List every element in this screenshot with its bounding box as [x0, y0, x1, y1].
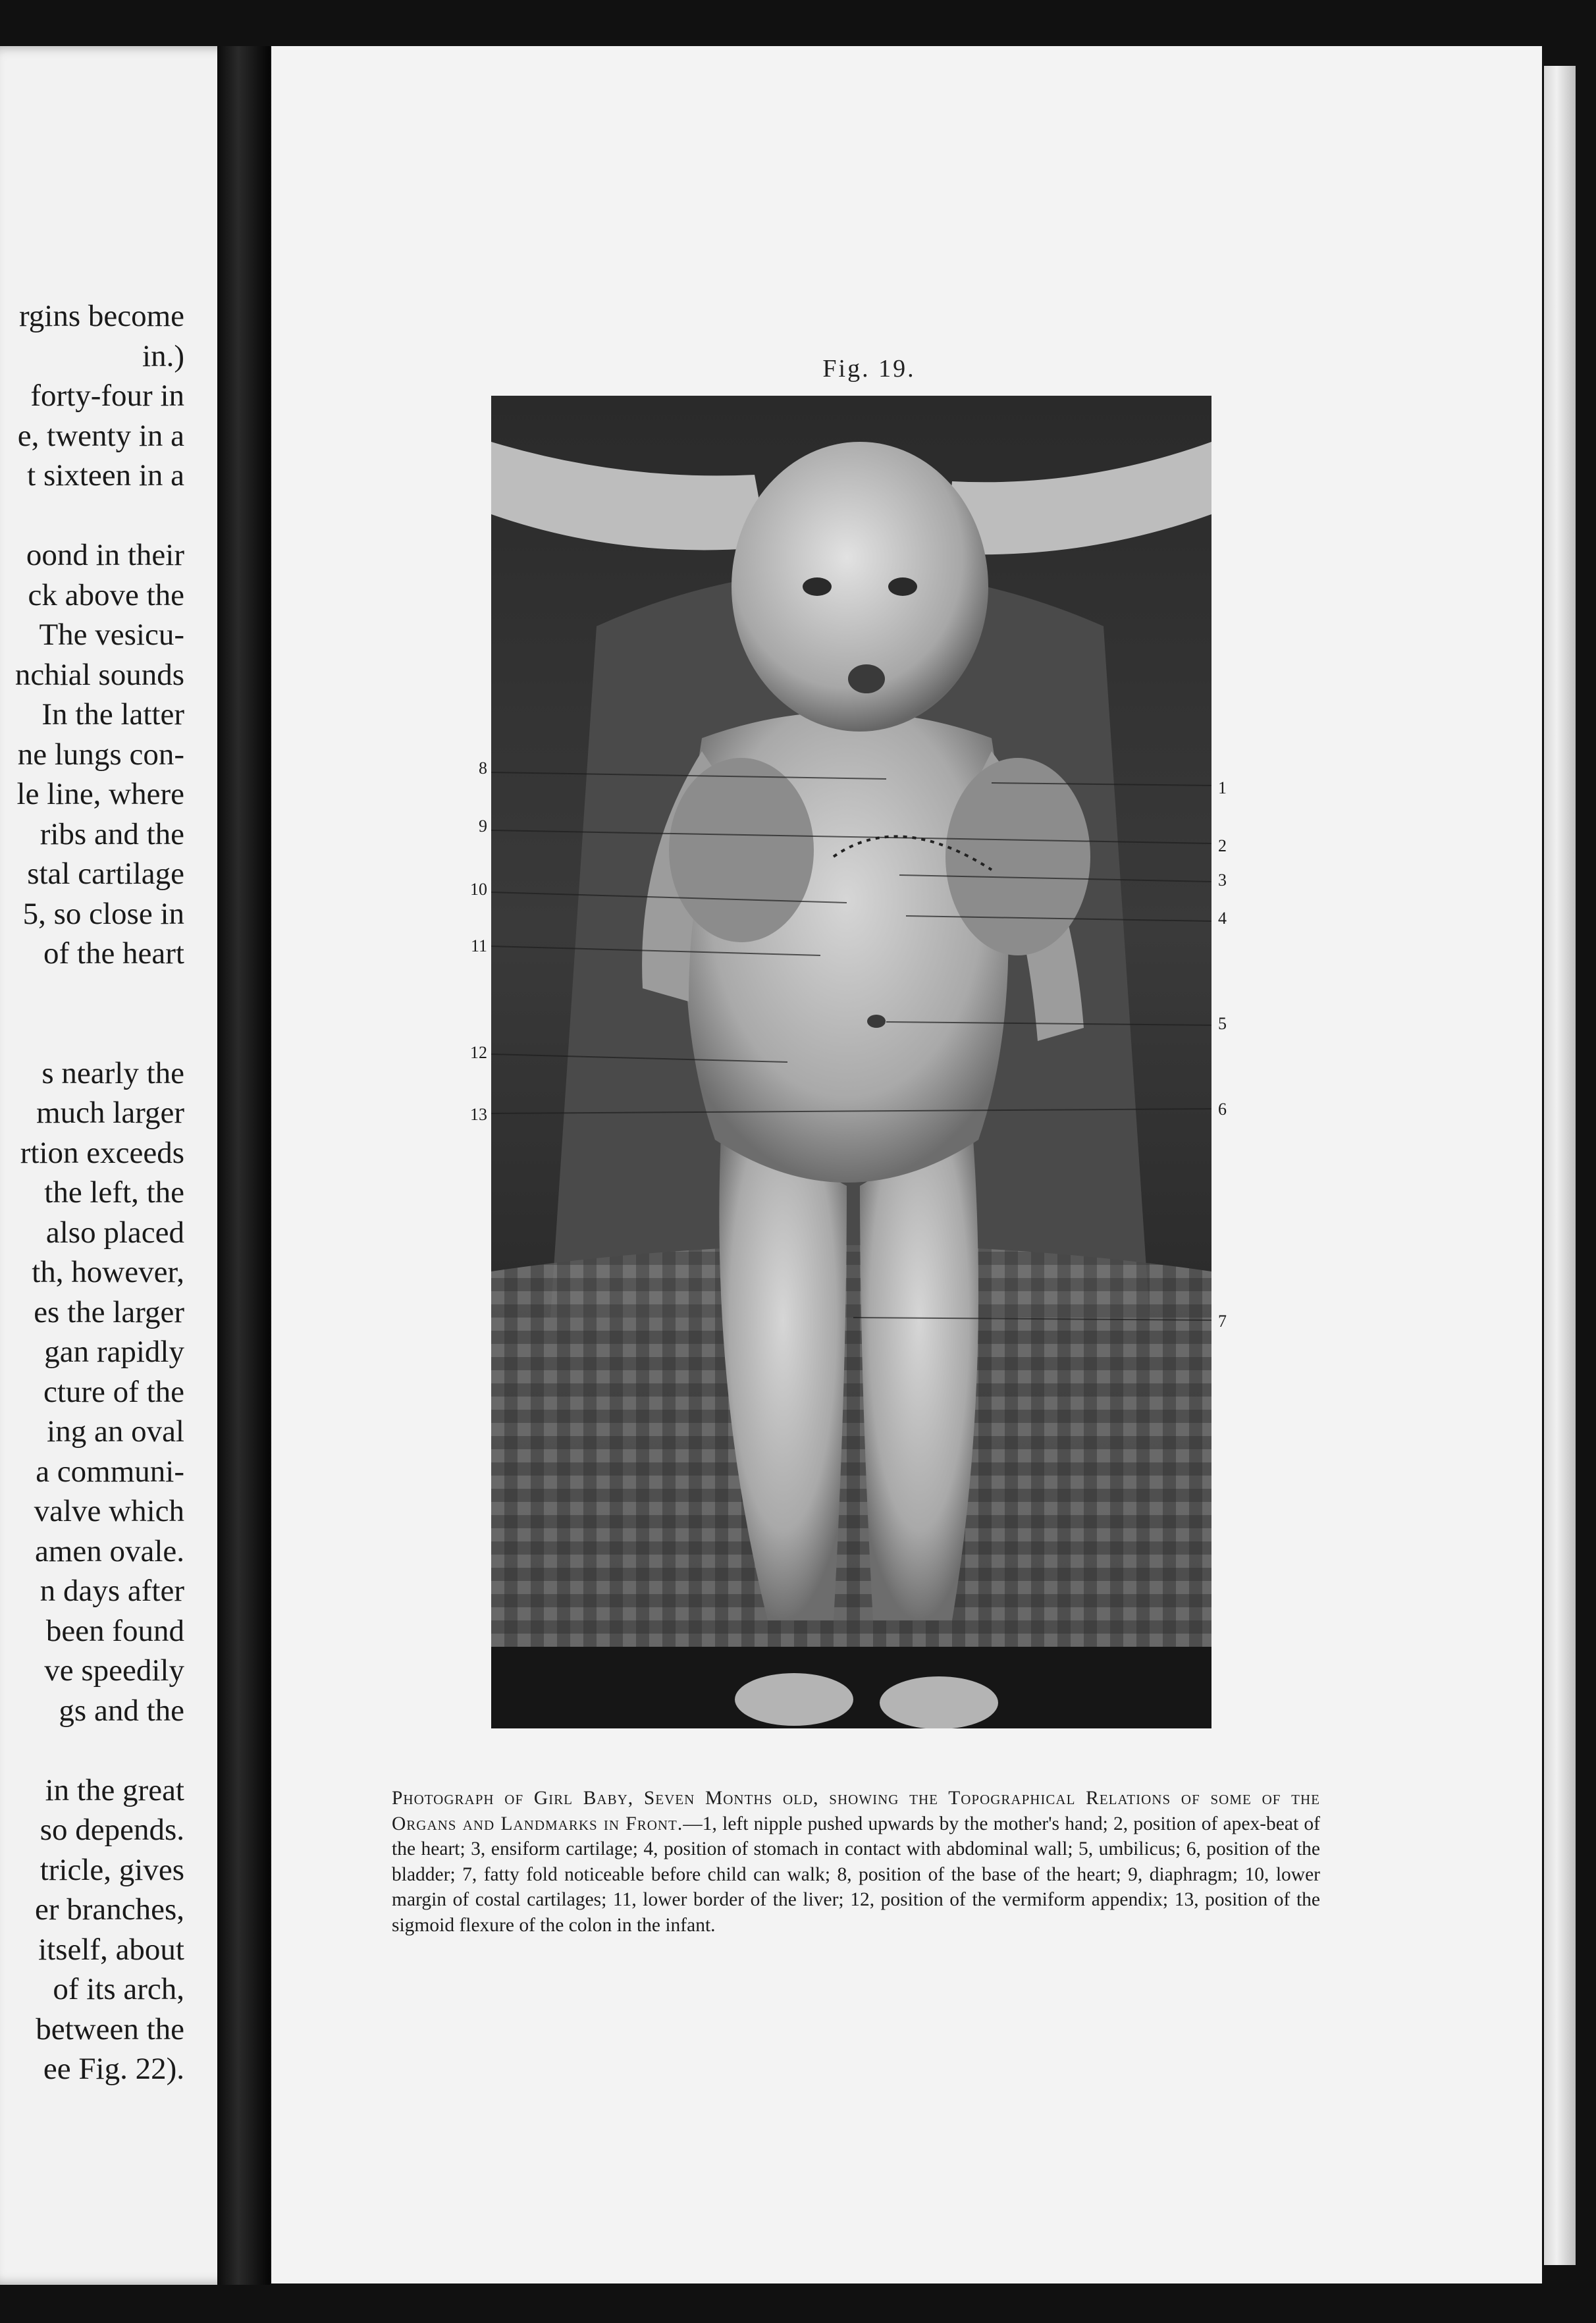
- left-page-line: 5, so close in: [22, 896, 184, 931]
- left-page-line: of its arch,: [53, 1972, 184, 2006]
- figure-marker-12: 12: [470, 1043, 487, 1062]
- left-page-line: between the: [36, 2012, 184, 2046]
- left-page-line: [0, 1013, 184, 1054]
- figure-label: Fig. 19.: [822, 355, 916, 383]
- left-page-line: the left, the: [44, 1175, 184, 1210]
- left-page-line: nchial sounds: [14, 657, 184, 692]
- figure-marker-1: 1: [1218, 778, 1227, 797]
- caption-body: —1, left nipple pushed upwards by the mother's hand; 2, position of apex-beat of the heart; 3, ensiform cartilage; 4, position of stomach in contact with abdominal wall; 5, umbilicus; 6, position of the bladder; 7, fatty fold noticeable before child can walk; 8, position of the base of the heart; 9, diaphragm; 10, lower margin of costal cartilages; 11, lower border of the liver; 12, position of the vermiform appendix; 13, position of the sigmoid flexure of the colon in the infant.: [392, 1813, 1320, 1936]
- book-binding: [217, 46, 270, 2285]
- left-page-line: n days after: [40, 1574, 184, 1608]
- left-page-line: a communi-: [36, 1454, 184, 1489]
- figure-marker-8: 8: [479, 759, 487, 778]
- left-page-line: stal cartilage: [27, 857, 184, 891]
- figure-marker-4: 4: [1218, 909, 1227, 928]
- left-page-line: cture of the: [43, 1374, 184, 1409]
- figure-marker-6: 6: [1218, 1100, 1227, 1119]
- figure-marker-5: 5: [1218, 1014, 1227, 1033]
- left-page-line: The vesicu-: [39, 618, 184, 652]
- left-page-line: e, twenty in a: [17, 418, 184, 453]
- left-page-line: le line, where: [16, 777, 184, 811]
- left-page-line: ee Fig. 22).: [43, 2052, 184, 2086]
- left-page-line: so depends.: [40, 1813, 184, 1847]
- left-page-line: rgins become: [18, 299, 184, 333]
- figure-marker-11: 11: [470, 936, 487, 955]
- left-page-line: th, however,: [32, 1255, 184, 1289]
- left-page-line: ck above the: [28, 577, 184, 612]
- page-edge: [1544, 66, 1576, 2265]
- left-page: [0, 46, 249, 2285]
- left-page-line: gs and the: [59, 1693, 184, 1728]
- left-page-line: [0, 974, 184, 1014]
- left-page-line: [0, 496, 184, 536]
- left-page-line: gan rapidly: [44, 1335, 184, 1369]
- caption-heading: Photograph of Girl Baby, Seven Months old, showing the Topographical Relations of some of the Organs and Landmarks in Front.: [392, 1788, 1320, 1834]
- left-page-line: t sixteen in a: [27, 458, 184, 493]
- left-page-line: in the great: [45, 1773, 184, 1807]
- left-page-line: valve which: [34, 1494, 184, 1528]
- left-page-line: of the heart: [43, 936, 184, 971]
- left-page-line: In the latter: [41, 697, 184, 732]
- left-page-line: itself, about: [38, 1932, 184, 1967]
- left-page-line: s nearly the: [41, 1055, 184, 1090]
- left-page-line: ribs and the: [40, 816, 184, 851]
- figure-marker-2: 2: [1218, 836, 1227, 855]
- figure-marker-7: 7: [1218, 1312, 1227, 1331]
- figure-marker-13: 13: [470, 1105, 487, 1124]
- figure-caption: [392, 1786, 1320, 1938]
- left-page-line: ing an oval: [47, 1414, 184, 1449]
- left-page-line: forty-four in: [30, 379, 184, 413]
- left-page-line: er branches,: [34, 1892, 184, 1927]
- figure-marker-3: 3: [1218, 870, 1227, 890]
- left-page-text: [0, 296, 184, 2089]
- left-page-line: oond in their: [26, 538, 184, 572]
- baby-photo-illustration: [491, 396, 1211, 1728]
- left-page-line: much larger: [36, 1096, 184, 1130]
- left-page-line: ve speedily: [44, 1653, 184, 1688]
- figure-marker-9: 9: [479, 816, 487, 836]
- left-page-line: been found: [45, 1613, 184, 1648]
- left-page-line: [0, 1730, 184, 1771]
- figure-photograph: [491, 396, 1211, 1728]
- left-page-line: in.): [142, 338, 184, 373]
- figure-marker-10: 10: [470, 880, 487, 899]
- left-page-line: also placed: [45, 1215, 184, 1250]
- left-page-line: ne lungs con-: [17, 737, 184, 772]
- left-page-line: es the larger: [34, 1295, 184, 1329]
- left-page-line: tricle, gives: [40, 1852, 184, 1887]
- left-page-line: amen ovale.: [34, 1534, 184, 1568]
- left-page-line: rtion exceeds: [20, 1135, 184, 1170]
